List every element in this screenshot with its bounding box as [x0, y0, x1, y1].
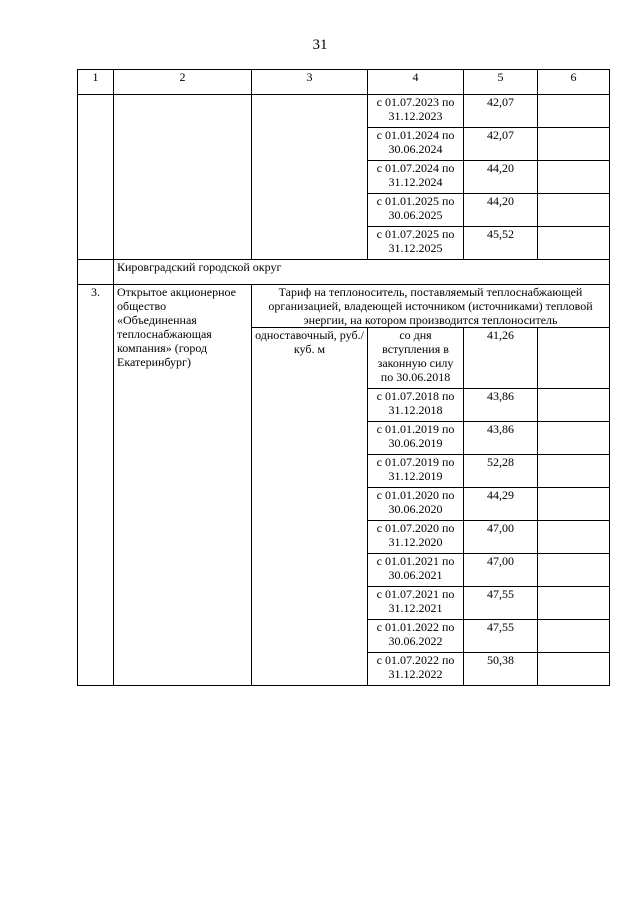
value-cell: 44,20	[464, 161, 538, 194]
period-cell: с 01.01.2020 по 30.06.2020	[368, 488, 464, 521]
column-header: 3	[252, 70, 368, 95]
period-cell: с 01.01.2024 по 30.06.2024	[368, 128, 464, 161]
note-cell	[538, 521, 610, 554]
period-cell: с 01.01.2025 по 30.06.2025	[368, 194, 464, 227]
value-cell: 47,00	[464, 554, 538, 587]
period-cell: с 01.07.2018 по 31.12.2018	[368, 389, 464, 422]
value-cell: 47,55	[464, 587, 538, 620]
note-cell	[538, 653, 610, 686]
period-cell: с 01.07.2024 по 31.12.2024	[368, 161, 464, 194]
value-cell: 47,55	[464, 620, 538, 653]
period-cell: с 01.07.2019 по 31.12.2019	[368, 455, 464, 488]
column-header: 2	[114, 70, 252, 95]
note-cell	[538, 128, 610, 161]
note-cell	[538, 328, 610, 389]
value-cell: 47,00	[464, 521, 538, 554]
column-header: 1	[78, 70, 114, 95]
tariff-title: Тариф на теплоноситель, поставляемый теплоснабжающей организацией, владеющей источником (источниками) тепловой энергии, на котором производится теплоноситель	[252, 285, 610, 328]
value-cell: 42,07	[464, 95, 538, 128]
period-cell: с 01.01.2021 по 30.06.2021	[368, 554, 464, 587]
note-cell	[538, 161, 610, 194]
unit-cell	[252, 95, 368, 260]
organization-name: Открытое акционерное общество «Объединенная теплоснабжающая компания» (город Екатеринбург)	[114, 285, 252, 686]
note-cell	[538, 455, 610, 488]
note-cell	[538, 194, 610, 227]
tariff-table	[77, 69, 610, 686]
note-cell	[538, 389, 610, 422]
value-cell: 45,52	[464, 227, 538, 260]
period-cell: с 01.01.2022 по 30.06.2022	[368, 620, 464, 653]
value-cell: 52,28	[464, 455, 538, 488]
value-cell: 44,29	[464, 488, 538, 521]
period-cell: с 01.07.2021 по 31.12.2021	[368, 587, 464, 620]
unit-label: одноставочный, руб./куб. м	[252, 328, 368, 686]
note-cell	[538, 620, 610, 653]
column-header: 5	[464, 70, 538, 95]
note-cell	[538, 488, 610, 521]
period-cell: с 01.07.2023 по 31.12.2023	[368, 95, 464, 128]
period-cell: с 01.07.2020 по 31.12.2020	[368, 521, 464, 554]
entry-number: 3.	[78, 285, 114, 686]
column-header: 4	[368, 70, 464, 95]
value-cell: 43,86	[464, 422, 538, 455]
period-cell: с 01.07.2025 по 31.12.2025	[368, 227, 464, 260]
note-cell	[538, 95, 610, 128]
value-cell: 42,07	[464, 128, 538, 161]
period-cell: со дня вступления в законную силу по 30.06.2018	[368, 328, 464, 389]
value-cell: 50,38	[464, 653, 538, 686]
period-cell: с 01.07.2022 по 31.12.2022	[368, 653, 464, 686]
value-cell: 43,86	[464, 389, 538, 422]
column-header: 6	[538, 70, 610, 95]
number-cell	[78, 95, 114, 260]
value-cell: 41,26	[464, 328, 538, 389]
header-row	[78, 70, 610, 95]
note-cell	[538, 422, 610, 455]
value-cell: 44,20	[464, 194, 538, 227]
section-row	[78, 260, 610, 285]
organization-cell	[114, 95, 252, 260]
table-row	[78, 95, 610, 128]
note-cell	[538, 227, 610, 260]
note-cell	[538, 587, 610, 620]
note-cell	[538, 554, 610, 587]
table-row	[78, 285, 610, 328]
page-number: 31	[312, 37, 328, 53]
section-title: Кировградский городской округ	[114, 260, 610, 285]
period-cell: с 01.01.2019 по 30.06.2019	[368, 422, 464, 455]
number-cell	[78, 260, 114, 285]
